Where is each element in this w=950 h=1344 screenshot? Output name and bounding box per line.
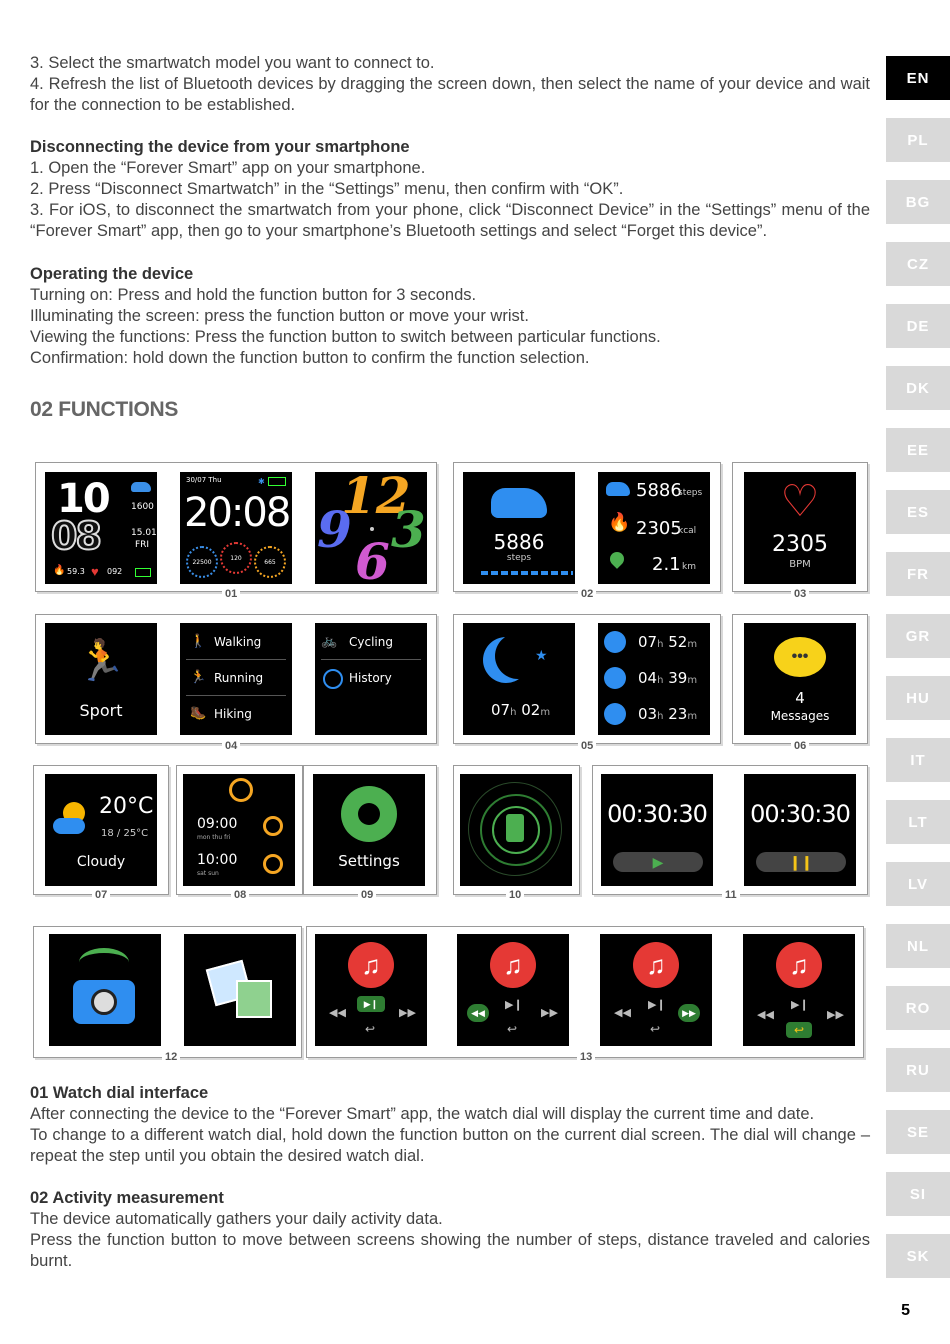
numeral-9-graphic: 9 <box>317 500 352 559</box>
dial-date: 30/07 Thu <box>186 476 222 484</box>
divider <box>186 659 286 660</box>
lang-tab-en[interactable]: EN <box>886 56 950 100</box>
alarm-icon <box>229 778 253 802</box>
heart-rate-screen <box>744 472 856 584</box>
sport-list-screen <box>180 623 292 735</box>
steps-value: 5886 <box>493 530 545 554</box>
alarm-time: 09:00 <box>197 816 238 832</box>
next-button[interactable]: ▶▶ <box>541 1007 558 1019</box>
unit: m <box>687 711 698 722</box>
operating-heading: Operating the device <box>30 265 194 283</box>
music-note-icon: ♫ <box>633 942 679 988</box>
figure-panel-01 <box>35 462 437 592</box>
unit: h <box>657 711 664 722</box>
intro-line: 4. Refresh the list of Bluetooth devices by dragging the screen down, then select the name of your device and wait for the connection to be established. <box>30 75 870 114</box>
operating-line: Viewing the functions: Press the function button to switch between particular functions. <box>30 328 661 346</box>
weather-screen <box>45 774 157 886</box>
figure-panel-06 <box>732 614 868 744</box>
messages-label: Messages <box>770 709 830 723</box>
figure-panel-04 <box>35 614 437 744</box>
figure-panel-10 <box>453 765 580 895</box>
sport-item-walking[interactable]: Walking <box>214 635 262 649</box>
alarm-icon <box>263 816 283 836</box>
figure-panel-02 <box>453 462 721 592</box>
pause-button[interactable]: ❙❙ <box>756 852 846 872</box>
desc-02-heading: 02 Activity measurement <box>30 1189 224 1207</box>
activity-km: 2.1 <box>652 554 681 575</box>
camera-icon <box>73 980 135 1024</box>
disconnect-line: 3. For iOS, to disconnect the smartwatch from your phone, click “Disconnect Device” in the “Settings” menu of the “Forever Smart” app, then go to your smartphone’s Bluetooth settings and select “Forget this device”. <box>30 201 870 240</box>
play-pause-button[interactable]: ▶❙ <box>357 996 385 1012</box>
activity-steps: 5886 <box>636 480 682 501</box>
hands-center <box>370 527 374 531</box>
desc-01-line: After connecting the device to the “Forever Smart” app, the watch dial will display the current time and date. <box>30 1105 815 1123</box>
play-button[interactable]: ▶ <box>613 852 703 872</box>
lang-tab-lv[interactable]: LV <box>886 862 950 906</box>
lang-tab-gr[interactable]: GR <box>886 614 950 658</box>
heart-unit: BPM <box>789 559 811 570</box>
sleep-details-screen <box>598 623 710 735</box>
music-note-icon: ♫ <box>776 942 822 988</box>
figure-panel-09 <box>303 765 437 895</box>
steps-progress <box>481 571 573 575</box>
sleep-hours: 07 <box>491 701 511 719</box>
play-pause-button[interactable]: ▶❙ <box>791 999 809 1011</box>
lang-tab-ee[interactable]: EE <box>886 428 950 472</box>
hiking-icon: 🥾 <box>190 705 207 720</box>
intro-text <box>30 53 870 116</box>
sport-item-history[interactable]: History <box>349 671 392 685</box>
figure-panel-12 <box>33 926 302 1058</box>
awake-icon <box>604 703 626 725</box>
figure-panel-03 <box>732 462 868 592</box>
gear-hole <box>358 803 380 825</box>
play-pause-button[interactable]: ▶❙ <box>648 999 666 1011</box>
divider <box>321 659 421 660</box>
music-screen <box>600 934 712 1046</box>
operating-line: Confirmation: hold down the function button to confirm the function selection. <box>30 349 590 367</box>
numeral-3-graphic: 3 <box>391 500 426 559</box>
dial-minute: 08 <box>51 514 100 558</box>
ring-value: 120 <box>230 554 242 562</box>
bluetooth-icon: ✱ <box>258 477 265 486</box>
history-icon <box>323 669 343 689</box>
lang-tab-pl[interactable]: PL <box>886 118 950 162</box>
previous-button[interactable]: ◀◀ <box>467 1004 489 1022</box>
numeral-6-graphic: 6 <box>355 532 390 584</box>
lang-tab-hu[interactable]: HU <box>886 676 950 720</box>
activity-kcal: 2305 <box>636 518 682 539</box>
message-bubble-icon: ••• <box>774 637 826 677</box>
ring-value: 22500 <box>192 558 212 566</box>
value: 39 <box>668 669 688 687</box>
heart-icon: ♥ <box>91 564 99 579</box>
figure-label: 05 <box>578 740 596 752</box>
dial-kcal: 59.3 <box>67 567 85 576</box>
activity-km-unit: km <box>682 562 696 572</box>
music-screen <box>457 934 569 1046</box>
previous-button[interactable]: ◀◀ <box>757 1009 774 1021</box>
lang-tab-cz[interactable]: CZ <box>886 242 950 286</box>
previous-button[interactable]: ◀◀ <box>614 1007 631 1019</box>
desc-01-line: To change to a different watch dial, hold down the function button on the current dial screen. The dial will change – repeat the step until you obtain the desired watch dial. <box>30 1126 870 1165</box>
settings-label: Settings <box>338 852 400 870</box>
lang-tab-es[interactable]: ES <box>886 490 950 534</box>
stopwatch-time: 00:30:30 <box>607 800 707 828</box>
disconnect-heading: Disconnecting the device from your smartphone <box>30 138 410 156</box>
music-screen <box>743 934 855 1046</box>
value: 04 <box>638 669 658 687</box>
figure-label: 13 <box>577 1051 595 1063</box>
runner-icon: 🏃 <box>76 639 126 683</box>
dial-bpm: 092 <box>107 567 123 576</box>
operating-line: Turning on: Press and hold the function button for 3 seconds. <box>30 286 477 304</box>
light-sleep-icon <box>604 667 626 689</box>
weather-temp: 20°C <box>99 794 154 819</box>
watch-dial-digital <box>45 472 157 584</box>
gallery-screen <box>184 934 296 1046</box>
lang-tab-ru[interactable]: RU <box>886 1048 950 1092</box>
dial-day: FRI <box>135 540 150 550</box>
heart-ring <box>220 542 252 574</box>
music-note-icon: ♫ <box>490 942 536 988</box>
alarm-icon <box>263 854 283 874</box>
unit: h <box>657 639 664 650</box>
alarm-days: mon thu fri <box>197 834 231 841</box>
shoe-icon <box>606 482 630 496</box>
previous-button[interactable]: ◀◀ <box>329 1007 346 1019</box>
sleep-screen <box>463 623 575 735</box>
heart-icon: ♡ <box>780 477 820 526</box>
stopwatch-screen <box>601 774 713 886</box>
return-icon[interactable]: ↩ <box>365 1022 376 1036</box>
lang-tab-nl[interactable]: NL <box>886 924 950 968</box>
return-icon[interactable]: ↩ <box>650 1022 661 1036</box>
next-button[interactable]: ▶▶ <box>827 1009 844 1021</box>
cloud-icon <box>53 818 85 834</box>
intro-line: 3. Select the smartwatch model you want to connect to. <box>30 54 435 72</box>
figure-panel-08 <box>176 765 303 895</box>
lang-tab-ro[interactable]: RO <box>886 986 950 1030</box>
dial-steps: 1600 <box>131 502 154 512</box>
sport-label: Sport <box>79 701 123 720</box>
operating-line: Illuminating the screen: press the function button or move your wrist. <box>30 307 529 325</box>
figure-label: 01 <box>222 588 240 600</box>
unit: h <box>657 675 664 686</box>
desc-01-section <box>30 1083 870 1167</box>
steps-ring <box>186 546 218 578</box>
alarm-screen <box>183 774 295 886</box>
alarm-time: 10:00 <box>197 852 238 868</box>
language-tabs <box>886 56 950 1296</box>
figure-panel-05 <box>453 614 721 744</box>
activity-kcal-unit: kcal <box>678 526 697 536</box>
sleep-total <box>491 701 550 719</box>
steps-unit: steps <box>506 553 532 563</box>
activity-steps-unit: steps <box>678 488 703 498</box>
figure-label: 06 <box>791 740 809 752</box>
divider <box>186 695 286 696</box>
location-pin-icon <box>607 549 627 569</box>
figure-label: 11 <box>722 889 740 901</box>
alarm-days: sat sun <box>197 870 219 877</box>
deep-sleep-icon <box>604 631 626 653</box>
weather-condition: Cloudy <box>76 854 126 870</box>
section-title: 02 FUNCTIONS <box>30 398 179 421</box>
unit: h <box>510 707 517 718</box>
phone-icon <box>506 814 524 842</box>
figure-label: 02 <box>578 588 596 600</box>
lang-tab-sk[interactable]: SK <box>886 1234 950 1278</box>
lang-tab-si[interactable]: SI <box>886 1172 950 1216</box>
shoe-icon <box>131 482 151 492</box>
page-number: 5 <box>901 1302 910 1319</box>
messages-count: 4 <box>795 689 805 707</box>
desc-01-heading: 01 Watch dial interface <box>30 1084 209 1102</box>
sleep-minutes: 02 <box>521 701 541 719</box>
play-pause-button[interactable]: ▶❙ <box>505 999 523 1011</box>
stopwatch-running-screen <box>744 774 856 886</box>
lang-tab-bg[interactable]: BG <box>886 180 950 224</box>
camera-lens <box>91 989 117 1015</box>
value: 52 <box>668 633 688 651</box>
next-button[interactable]: ▶▶ <box>678 1004 700 1022</box>
running-icon: 🏃 <box>190 669 207 684</box>
value: 07 <box>638 633 658 651</box>
lang-tab-de[interactable]: DE <box>886 304 950 348</box>
settings-screen <box>313 774 425 886</box>
figure-label: 08 <box>231 889 249 901</box>
dial-time: 20:08 <box>184 490 290 536</box>
figure-panel-07 <box>33 765 169 895</box>
stopwatch-time: 00:30:30 <box>750 800 850 828</box>
disconnect-line: 2. Press “Disconnect Smartwatch” in the “Settings” menu, then confirm with “OK”. <box>30 180 624 198</box>
sport-item-running[interactable]: Running <box>214 671 264 685</box>
steps-screen <box>463 472 575 584</box>
disconnect-section <box>30 137 870 242</box>
cycling-icon: 🚲 <box>321 633 338 648</box>
walking-icon: 🚶 <box>190 633 207 648</box>
sport-screen <box>45 623 157 735</box>
value: 23 <box>668 705 688 723</box>
next-button[interactable]: ▶▶ <box>399 1007 416 1019</box>
lang-tab-fr[interactable]: FR <box>886 552 950 596</box>
find-phone-screen <box>460 774 572 886</box>
watch-dial-analog <box>315 472 427 584</box>
sport-list-screen-2 <box>315 623 427 735</box>
figure-label: 12 <box>162 1051 180 1063</box>
dial-hour: 10 <box>57 476 109 522</box>
figure-panel-13 <box>306 926 864 1058</box>
return-icon[interactable]: ↩ <box>507 1022 518 1036</box>
return-icon[interactable]: ↩ <box>786 1022 812 1038</box>
heart-value: 2305 <box>772 532 828 557</box>
music-screen <box>315 934 427 1046</box>
kcal-ring <box>254 546 286 578</box>
activity-summary-screen <box>598 472 710 584</box>
figure-label: 07 <box>92 889 110 901</box>
operating-section <box>30 264 870 369</box>
star-icon: ★ <box>535 647 548 663</box>
lang-tab-dk[interactable]: DK <box>886 366 950 410</box>
sport-item-cycling[interactable]: Cycling <box>349 635 393 649</box>
wifi-icon <box>79 948 129 977</box>
desc-02-line: Press the function button to move between screens showing the number of steps, distance traveled and calories burnt. <box>30 1231 870 1270</box>
battery-icon <box>268 477 286 486</box>
lang-tab-se[interactable]: SE <box>886 1110 950 1154</box>
lang-tab-it[interactable]: IT <box>886 738 950 782</box>
portrait-icon <box>236 980 272 1018</box>
messages-screen <box>744 623 856 735</box>
figure-label: 09 <box>358 889 376 901</box>
weather-range: 18 / 25°C <box>101 828 149 839</box>
flame-icon: 🔥 <box>53 565 66 576</box>
value: 03 <box>638 705 658 723</box>
battery-icon <box>135 568 151 577</box>
music-note-icon: ♫ <box>348 942 394 988</box>
gear-icon <box>341 786 397 842</box>
dial-date: 15.01 <box>131 528 157 538</box>
figure-label: 10 <box>506 889 524 901</box>
unit: m <box>687 639 698 650</box>
watch-dial-rings <box>180 472 292 584</box>
figure-label: 04 <box>222 740 240 752</box>
camera-screen <box>49 934 161 1046</box>
unit: m <box>540 707 551 718</box>
ring-value: 665 <box>264 558 276 566</box>
figure-label: 03 <box>791 588 809 600</box>
numeral-12-graphic: 12 <box>341 472 411 525</box>
figure-panel-11 <box>592 765 868 895</box>
lang-tab-lt[interactable]: LT <box>886 800 950 844</box>
desc-02-section <box>30 1188 870 1272</box>
desc-02-line: The device automatically gathers your daily activity data. <box>30 1210 443 1228</box>
unit: m <box>687 675 698 686</box>
sport-item-hiking[interactable]: Hiking <box>214 707 252 721</box>
flame-icon: 🔥 <box>608 512 631 532</box>
disconnect-line: 1. Open the “Forever Smart” app on your smartphone. <box>30 159 426 177</box>
shoe-icon <box>491 488 547 518</box>
